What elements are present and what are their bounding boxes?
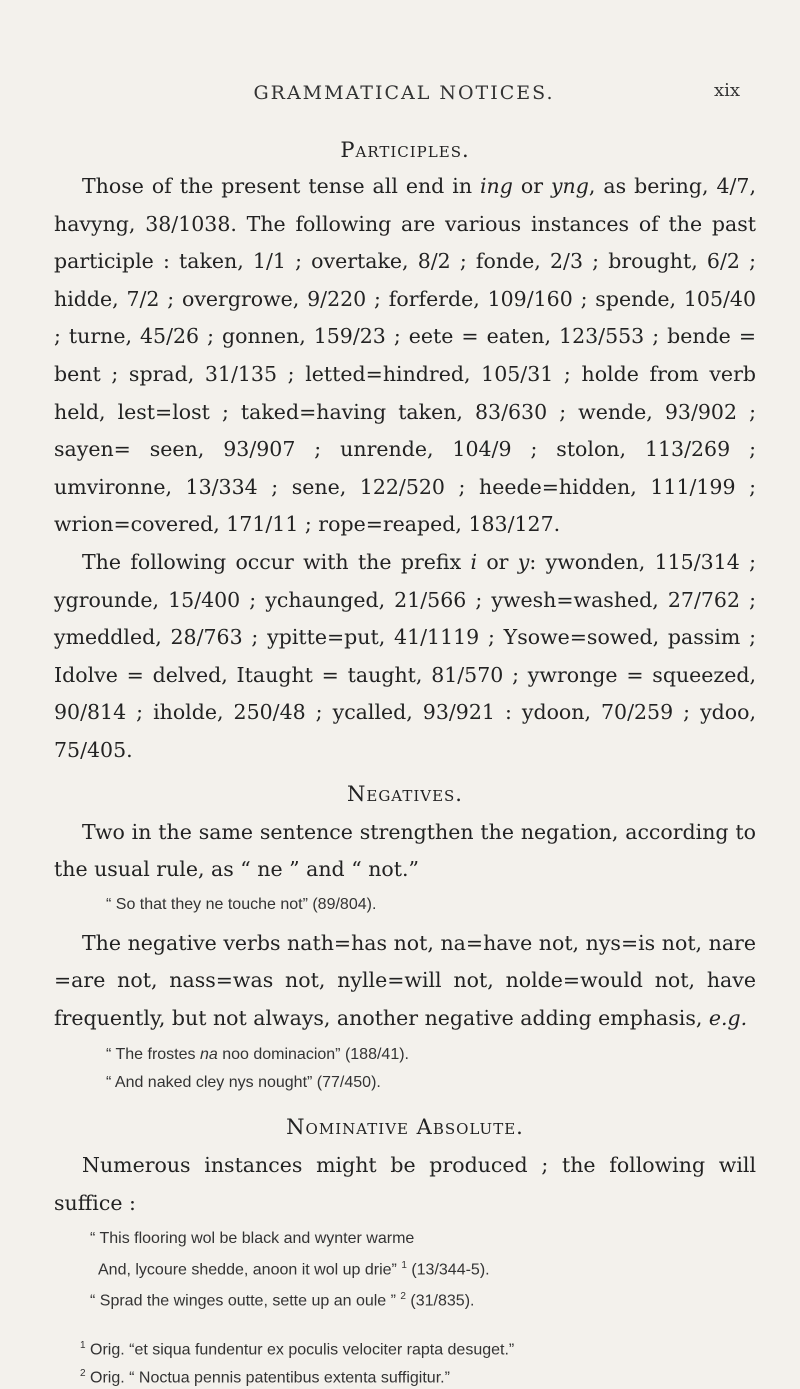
footnote-2: $^2$ Orig. “ Noctua pennis patentibus extenta suffigitur.” — [80, 1367, 450, 1386]
running-title: GRAMMATICAL NOTICES. — [253, 82, 555, 104]
nominative-verse — [54, 1225, 756, 1315]
footnote-ref-2: 2 — [400, 1290, 406, 1302]
footnote-ref-1: 1 — [401, 1259, 407, 1271]
negatives-paragraph-1: Two in the same sentence strengthen the negation, according to the usual rule, as “ ne ” and “ not.” — [54, 819, 756, 882]
footnotes — [54, 1334, 756, 1389]
section-heading-participles: Participles. — [340, 138, 470, 162]
verse-line-3: “ Sprad the winges outte, sette up an oule ” $^2$ (31/835). — [90, 1290, 475, 1310]
running-head — [60, 82, 748, 112]
page-content — [54, 138, 756, 1389]
participles-paragraph-2: The following occur with the prefix i or y: ywonden, 115/314 ; ygrounde, 15/400 ; ychaunged, 21/566 ; ywesh=washed, 27/762 ; ymeddled, 28/763 ; ypitte=put, 41/1119 ; Ysowe=sowed, passim ; Idolve = delved, Itaught = taught, 81/570 ; ywronge = squeezed, 90/814 ; iholde, 250/48 ; ycalled, 93/921 : ydoon, 70/259 ; ydoo, 75/405. — [54, 549, 756, 762]
negatives-quote-1: “ So that they ne touche not” (89/804). — [106, 895, 377, 913]
negatives-paragraph-2: The negative verbs nath=has not, na=have not, nys=is not, nare =are not, nass=was not, nylle=will not, nolde=would not, have frequently, but not always, another negative adding emphasis, e.g. — [54, 930, 756, 1030]
section-heading-negatives: Negatives. — [347, 781, 463, 806]
negatives-quote-3: “ And naked cley nys nought” (77/450). — [106, 1074, 381, 1092]
negatives-quote-2: “ The frostes na noo dominacion” (188/41). — [106, 1046, 409, 1064]
participles-paragraph-1: Those of the present tense all end in ing or yng, as bering, 4/7, havyng, 38/1038. The following are various instances of the past participle : taken, 1/1 ; overtake, 8/2 ; fonde, 2/3 ; brought, 6/2 ; hidde, 7/2 ; overgrowe, 9/220 ; forferde, 109/160 ; spende, 105/40 ; turne, 45/26 ; gonnen, 159/23 ; eete = eaten, 123/553 ; bende = bent ; sprad, 31/135 ; letted=hindred, 105/31 ; holde from verb held, lest=lost ; taked=having taken, 83/630 ; wende, 93/902 ; sayen= seen, 93/907 ; unrende, 104/9 ; stolon, 113/269 ; umvironne, 13/334 ; sene, 122/520 ; heede=hidden, 111/199 ; wrion=covered, 171/11 ; rope=reaped, 183/127. — [54, 174, 756, 537]
verse-line-1: “ This flooring wol be black and wynter warme — [90, 1229, 415, 1247]
page-number: xix — [713, 80, 740, 101]
nominative-paragraph-1: Numerous instances might be produced ; the following will suffice : — [54, 1153, 756, 1216]
footnote-1: $^1$ Orig. “et siqua fundentur ex poculis velociter rapta desuget.” — [80, 1340, 515, 1359]
section-heading-nominative-absolute: Nominative Absolute. — [286, 1115, 524, 1140]
verse-line-2: And, lycoure shedde, anoon it wol up drie” $^1$ (13/344-5). — [98, 1259, 490, 1278]
